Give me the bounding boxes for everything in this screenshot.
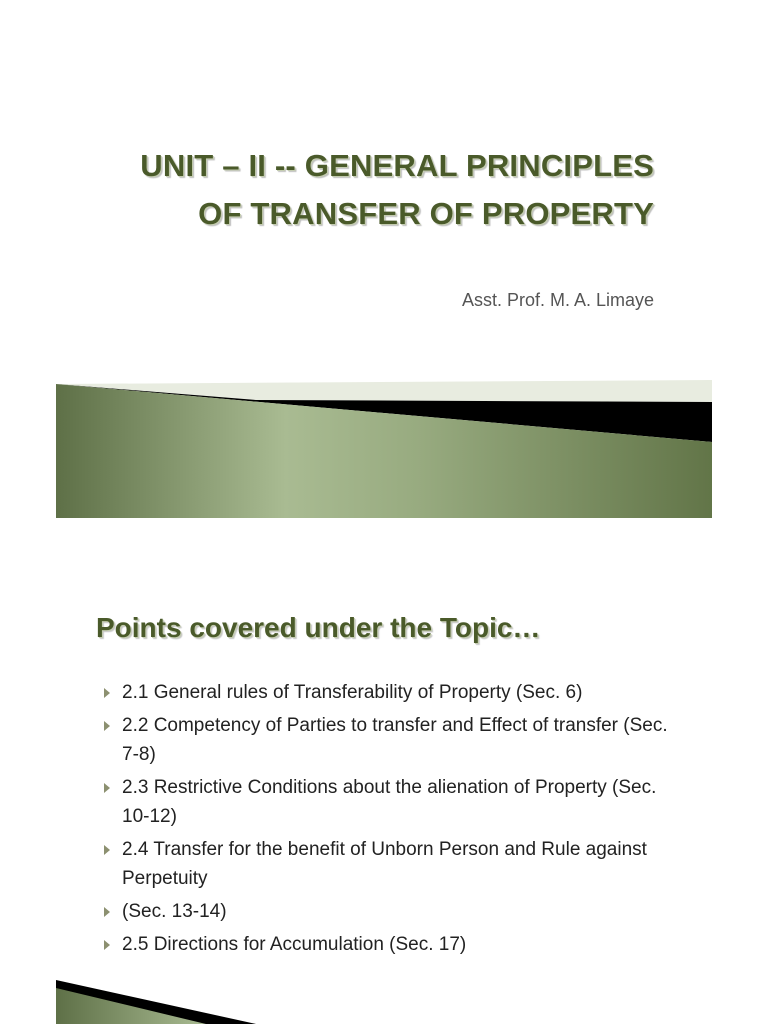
triangle-bullet-icon [104, 783, 110, 793]
list-item: 2.5 Directions for Accumulation (Sec. 17) [100, 930, 680, 959]
list-item: 2.1 General rules of Transferability of Property (Sec. 6) [100, 678, 680, 707]
list-item: (Sec. 13-14) [100, 897, 680, 926]
triangle-bullet-icon [104, 845, 110, 855]
topic-list [100, 678, 680, 963]
decorative-band [56, 380, 712, 518]
content-slide [56, 540, 712, 1024]
list-item: 2.2 Competency of Parties to transfer and Effect of transfer (Sec. 7-8) [100, 711, 680, 769]
triangle-bullet-icon [104, 907, 110, 917]
list-item: 2.3 Restrictive Conditions about the alienation of Property (Sec. 10-12) [100, 773, 680, 831]
triangle-bullet-icon [104, 688, 110, 698]
list-item: 2.4 Transfer for the benefit of Unborn Person and Rule against Perpetuity [100, 835, 680, 893]
author-name: Asst. Prof. M. A. Limaye [461, 290, 654, 310]
title-line-1: UNIT – II -- GENERAL PRINCIPLES [140, 148, 654, 183]
title-line-2: OF TRANSFER OF PROPERTY [198, 196, 654, 231]
triangle-bullet-icon [104, 721, 110, 731]
triangle-bullet-icon [104, 940, 110, 950]
title-slide [56, 0, 712, 518]
decorative-corner [56, 980, 256, 1024]
section-heading: Points covered under the Topic… [96, 612, 541, 643]
slide-title [94, 142, 654, 238]
